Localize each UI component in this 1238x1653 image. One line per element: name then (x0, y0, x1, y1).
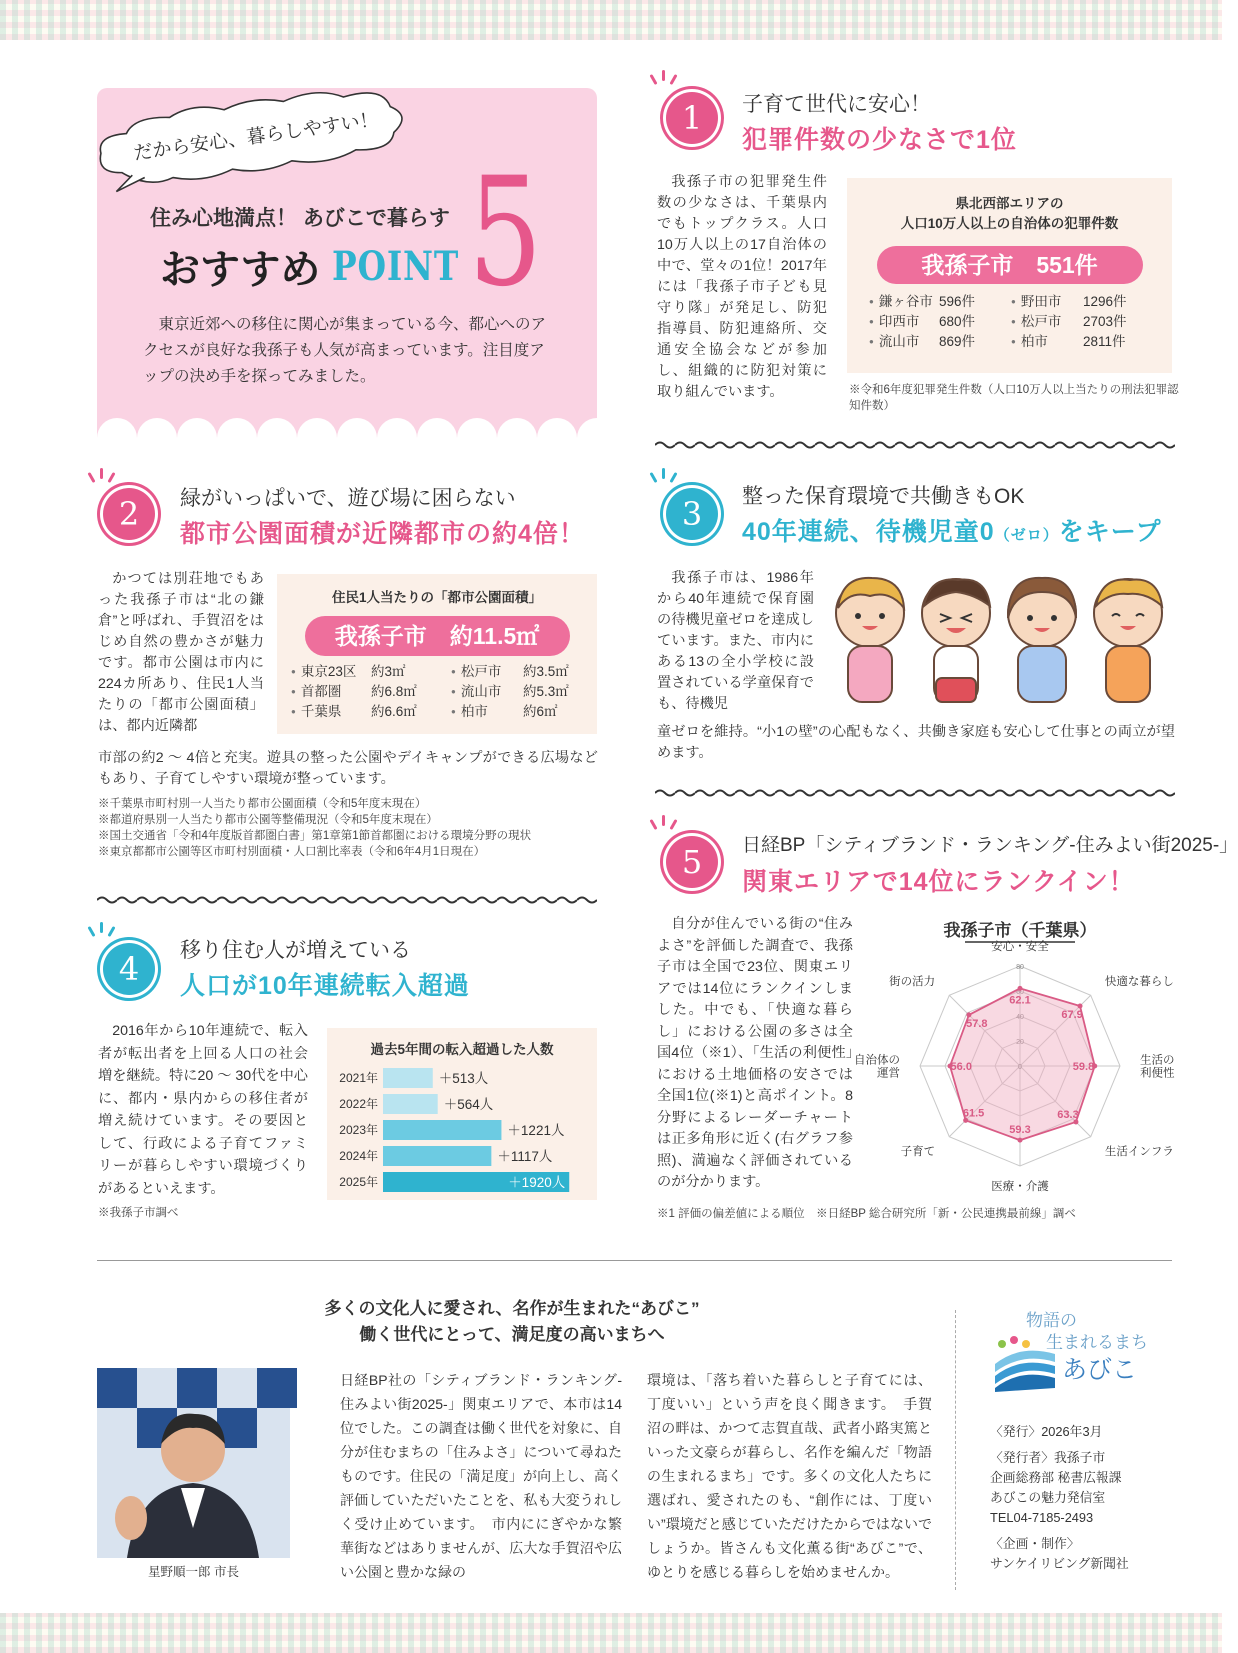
crime-cell-n2-0: ● 野田市 (1011, 292, 1083, 312)
point1-number-badge (660, 86, 724, 150)
crime-pill-value: 551件 (1036, 252, 1098, 278)
radar-title: 我孫子市（千葉県） (943, 921, 1097, 940)
divider-wave (97, 895, 597, 905)
bar-category-label: 2022年 (339, 1097, 378, 1111)
park-cell-v2-0: 約3.5㎡ (523, 664, 569, 679)
bar-value-label: ＋564人 (443, 1097, 494, 1112)
point3-head1: 整った保育環境で共働きもOK (742, 485, 1025, 508)
radar-category-label: 快適な暮らし (1104, 976, 1174, 989)
park-table (291, 662, 597, 722)
transfer-chart-box (327, 1028, 597, 1200)
point3-body-a: 我孫子市は、1986年から40年連続で保育園の待機児童ゼロを達成しています。また、市内にある13の全小学校に設置されている学童保育でも、待機児 (657, 570, 814, 712)
point4-body: 2016年から10年連続で、転入者が転出者を上回る人口の社会増を継続。特に20 ～ 30代を中心に、都内・県内からの移住者が増え続けています。その要因として、行政による子育てファミリーが暮らしやすい環境づくりがあるといえます。 (98, 1023, 308, 1197)
bubble-text: だから安心、暮らしやすい！ (132, 108, 380, 165)
transfer-bar-chart (327, 1028, 597, 1200)
point1-head2: 犯罪件数の少なさで1位 (742, 126, 1017, 154)
point1-head1: 子育て世代に安心！ (742, 93, 931, 116)
ticks-2 (88, 468, 118, 484)
intro-title-num: 5 (468, 146, 543, 320)
radar-category-label: 街の活力 (889, 976, 936, 989)
child-2-icon (922, 579, 990, 702)
colophon-issued: 〈発行〉2026年3月 (990, 1424, 1103, 1439)
logo-text-3: あびこ (1062, 1356, 1138, 1384)
point2-head2: 都市公園面積が近隣都市の約4倍！ (180, 520, 585, 548)
radar-point (1078, 1003, 1083, 1008)
point2-body-b: 市部の約2 ～ 4倍と充実。遊具の整った公園やデイキャンプができる広場などもあり、子育てしやすい環境が整っています。 (98, 750, 598, 787)
mayor-photo (97, 1368, 290, 1558)
ticks-1 (650, 70, 680, 86)
point4-number-badge (97, 937, 161, 1001)
radar-category-label: 生活の (1140, 1054, 1175, 1067)
crime-box-title-line2: 人口10万人以上の自治体の犯罪件数 (900, 216, 1119, 231)
park-cell-n2-0: ● 松戸市 (451, 662, 523, 682)
point1-crime-box (847, 178, 1172, 373)
park-cell-n1-1: ● 首都圏 (291, 682, 371, 702)
radar-category-label: 安心・安全 (991, 941, 1049, 953)
colophon-publisher-1: 企画総務部 秘書広報課 (990, 1470, 1122, 1485)
radar-chart (854, 916, 1180, 1196)
radar-category-label: 医療・介護 (991, 1181, 1049, 1193)
point3-number: 3 (666, 488, 718, 540)
point2-note-2: ※国土交通省「令和4年度版首都圏白書」第1章第1節首都圏における環境分野の現状 (98, 830, 532, 842)
colophon-tel: TEL04-7185-2493 (990, 1510, 1094, 1525)
crime-cell-n1-0: ● 鎌ヶ谷市 (869, 292, 939, 312)
radar-value-label: 59.8 (1072, 1061, 1095, 1073)
crime-cell-n2-1: ● 松戸市 (1011, 312, 1083, 332)
message-title-line1: 多くの文化人に愛され、名作が生まれた“あびこ” (324, 1299, 700, 1318)
bar (383, 1146, 491, 1166)
radar-value-label: 61.5 (962, 1107, 985, 1120)
park-cell-v1-2: 約6.6㎡ (371, 704, 417, 719)
crime-cell-n1-2: ● 流山市 (869, 332, 939, 352)
point2-number-badge (97, 482, 161, 546)
crime-table (869, 292, 1172, 352)
point3-number-badge (660, 482, 724, 546)
logo-text-1: 物語の (1026, 1311, 1077, 1330)
city-logo (990, 1306, 1180, 1396)
children-illustration (830, 568, 1175, 718)
crime-pill (877, 246, 1143, 284)
point3-head2 (742, 512, 1162, 548)
point2-body-a: かつては別荘地でもあった我孫子市は“北の鎌倉”と呼ばれ、手賀沼をはじめ自然の豊かさが魅力です。都市公園は市内に224カ所あり、住民1人当たりの「都市公園面積」は、都内近隣都 (98, 571, 264, 734)
point2-park-box (277, 574, 597, 734)
point5-head2: 関東エリアで14位にランクイン！ (742, 868, 1135, 896)
park-cell-n2-1: ● 流山市 (451, 682, 523, 702)
crime-cell-v1-0: 596件 (939, 294, 976, 309)
colophon-divider (955, 1310, 956, 1590)
mayor-caption: 星野順一郎 市長 (148, 1565, 239, 1579)
radar-category-label: 子育て (900, 1145, 936, 1158)
point2-note-3: ※東京都都市公園等区市町村別面積・人口割比率表（令和6年4月1日現在） (98, 846, 486, 858)
point5-number-badge (660, 830, 724, 894)
radar-value-label: 63.3 (1057, 1108, 1079, 1121)
colophon-producer-label: 〈企画・制作〉 (990, 1536, 1080, 1551)
point3-head2-tail: をキープ (1058, 518, 1162, 546)
crime-cell-v1-2: 869件 (939, 334, 976, 349)
park-cell-v1-0: 約3㎡ (371, 664, 406, 679)
park-cell-v2-1: 約5.3㎡ (523, 684, 569, 699)
child-1-icon (836, 578, 904, 702)
park-cell-n1-2: ● 千葉県 (291, 702, 371, 722)
park-cell-n2-2: ● 柏市 (451, 702, 523, 722)
bar-category-label: 2021年 (339, 1071, 378, 1085)
logo-text-2: 生まれるまち (1046, 1333, 1148, 1352)
park-pill-city: 我孫子市 (334, 623, 427, 649)
radar-point (1018, 1138, 1023, 1143)
colophon-publisher-label: 〈発行者〉我孫子市 (990, 1450, 1106, 1465)
scallop-edge (97, 416, 597, 438)
message-col2: 環境は、「落ち着いた暮らしと子育てには、丁度いい」という声を良く聞きます。 手賀沼の畔は、かつて志賀直哉、武者小路実篤といった文豪らが暮らし、名作を編んだ「物語の生まれるまち」です。多くの文化人たちに選ばれ、愛されたのも、“創作には、丁度いい”環境だと感じていただけたからではないでしょうか。皆さんも文化薫る街“あびこ”で、ゆとりを感じる暮らしを始めませんか。 (647, 1372, 932, 1580)
point2-number: 2 (103, 488, 155, 540)
message-title-line2: 働く世代にとって、満足度の高いまちへ (359, 1325, 665, 1344)
park-pill-value: 約11.5㎡ (449, 623, 540, 649)
pattern-band-top (0, 0, 1222, 40)
divider-wave (655, 440, 1175, 450)
park-cell-n1-0: ● 東京23区 (291, 662, 371, 682)
radar-value-label: 57.8 (966, 1017, 988, 1030)
point3-body-b: 童ゼロを維持。“小1の壁”の心配もなく、共働き家庭も安心して仕事との両立が望めます。 (657, 724, 1175, 761)
point1-note: ※令和6年度犯罪発生件数（人口10万人以上当たりの刑法犯罪認知件数） (849, 384, 1179, 412)
colophon-text (990, 1422, 1129, 1574)
crime-cell-n1-1: ● 印西市 (869, 312, 939, 332)
park-box-title: 住民1人当たりの「都市公園面積」 (331, 590, 542, 605)
radar-value-label: 67.9 (1061, 1008, 1083, 1021)
crime-cell-v2-0: 1296件 (1083, 294, 1127, 309)
point2-note-0: ※千葉県市町村別一人当たり都市公園面積（令和5年度末現在） (98, 798, 427, 810)
bar-category-label: 2023年 (339, 1123, 378, 1137)
radar-point (966, 1012, 971, 1017)
radar-value-label: 62.1 (1009, 994, 1031, 1007)
bar (383, 1068, 433, 1088)
radar-category-label: 利便性 (1140, 1067, 1175, 1080)
message-col1: 日経BP社の「シティブランド・ランキング-住みよい街2025-」関東エリアで、本市は14位でした。この調査は働く世代を対象に、自分が住むまちの「住みよさ」について尋ねたものです。住民の「満足度」が向上し、高く評価していただいたことを、私も大変うれしく受け止めています。 市内ににぎやかな繁華街などはありませんが、広大な手賀沼や広い公園と豊かな緑の (340, 1372, 622, 1580)
crime-box-title-line1: 県北西部エリアの (955, 196, 1064, 211)
crime-cell-v1-1: 680件 (939, 314, 976, 329)
radar-value-label: 56.0 (950, 1061, 972, 1073)
crime-box-title (847, 194, 1172, 234)
radar-category-label: 運営 (877, 1067, 900, 1080)
ticks-3 (650, 468, 680, 484)
point5-body: 自分が住んでいる街の“住みよさ”を評価した調査で、我孫子市は全国で23位、関東エリアでは14位にランクインしました。中でも、「快適な暮らし」における公園の多さは全国4位（※1）、「生活の利便性」における土地価格の安さでは全国1位(※1)と高ポイント。8分野によるレーダーチャートは正多角形に近く(右グラフ参照)、満遍なく評価されているのが分かります。 (657, 916, 853, 1190)
crime-pill-city: 我孫子市 (921, 252, 1014, 278)
intro-title-b: POINT (332, 243, 460, 290)
point4-note: ※我孫子市調べ (98, 1207, 179, 1219)
bar-value-label: ＋1920人 (508, 1175, 566, 1190)
point2-notes (98, 796, 608, 860)
park-cell-v1-1: 約6.8㎡ (371, 684, 417, 699)
colophon-producer: サンケイリビング新聞社 (990, 1556, 1129, 1571)
radar-category-label: 生活インフラ (1104, 1145, 1174, 1158)
point5-note: ※1 評価の偏差値による順位 ※日経BP 総合研究所「新・公民連携最前線」調べ (657, 1208, 1076, 1220)
colophon-publisher-2: あびこの魅力発信室 (990, 1490, 1106, 1505)
park-pill (305, 616, 570, 656)
point3-head2-main: 40年連続、待機児童0 (742, 518, 995, 546)
pattern-band-bottom (0, 1613, 1222, 1653)
crime-cell-n2-2: ● 柏市 (1011, 332, 1083, 352)
radar-value-label: 59.3 (1009, 1123, 1031, 1136)
radar-tick-label: 80 (1016, 964, 1024, 971)
bar-value-label: ＋1221人 (507, 1123, 565, 1138)
ticks-5 (650, 815, 680, 831)
ticks-4 (88, 922, 118, 938)
intro-text: 東京近郊への移住に関心が集まっている今、都心へのアクセスが良好な我孫子も人気が高まっています。注目度アップの決め手を探ってみました。 (143, 316, 547, 385)
crime-cell-v2-2: 2811件 (1083, 334, 1126, 349)
message-title (97, 1296, 927, 1348)
point4-number: 4 (103, 943, 155, 995)
section-rule (97, 1260, 1172, 1261)
divider-wave (655, 788, 1175, 798)
bar-category-label: 2025年 (339, 1175, 378, 1189)
point1-number: 1 (666, 92, 718, 144)
point4-head1: 移り住む人が増えている (180, 939, 411, 962)
bar (383, 1094, 438, 1114)
park-cell-v2-2: 約6㎡ (523, 704, 558, 719)
point5-head1: 日経BP「シティブランド・ランキング-住みよい街2025-」 (742, 835, 1238, 856)
point1-body: 我孫子市の犯罪発生件数の少なさは、千葉県内でもトップクラス。人口10万人以上の17自治体の中で、堂々の1位！2017年には「我孫子市子ども見守り隊」が発足し、防犯指導員、防犯連絡所、交通安全協会などが参加し、組織的に防犯対策に取り組んでいます。 (657, 174, 827, 400)
child-4-icon (1094, 579, 1162, 702)
radar-point (1018, 986, 1023, 991)
intro-title-a: おすすめ (160, 248, 321, 292)
child-3-icon (1008, 578, 1076, 702)
bar-value-label: ＋1117人 (497, 1149, 553, 1164)
bar (383, 1120, 501, 1140)
point2-note-1: ※都道府県別一人当たり都市公園等整備現況（令和5年度末現在） (98, 814, 438, 826)
point5-number: 5 (666, 836, 718, 888)
bar-value-label: ＋513人 (438, 1071, 489, 1086)
point3-head2-small: （ゼロ） (994, 527, 1059, 544)
point4-head2: 人口が10年連続転入超過 (180, 972, 470, 1000)
intro-lead: 住み心地満点！ あびこで暮らす (150, 207, 450, 230)
mayor-photo-illustration (97, 1368, 290, 1558)
bar-category-label: 2024年 (339, 1149, 378, 1163)
radar-category-label: 自治体の (854, 1054, 900, 1067)
point2-head1: 緑がいっぱいで、遊び場に困らない (180, 487, 516, 510)
crime-cell-v2-1: 2703件 (1083, 314, 1127, 329)
bar-chart-title: 過去5年間の転入超過した人数 (370, 1042, 554, 1057)
